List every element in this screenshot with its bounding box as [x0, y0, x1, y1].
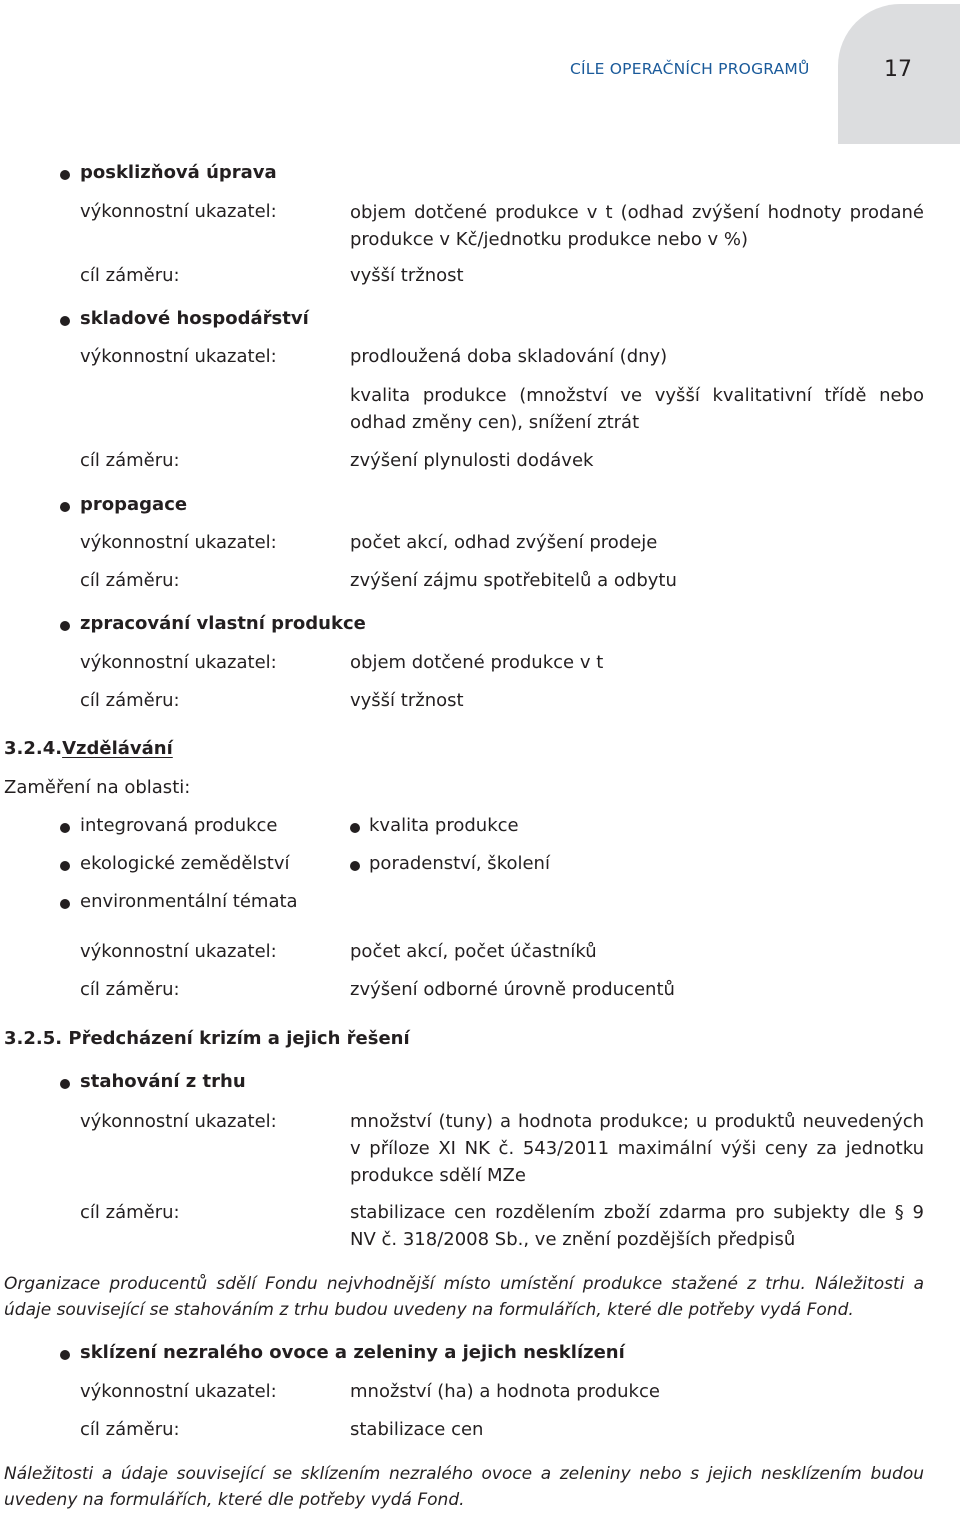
area-item: integrovaná produkce: [80, 815, 278, 836]
item-title-skladove: skladové hospodářství: [80, 308, 309, 329]
indicator-label: výkonnostní ukazatel:: [80, 201, 277, 222]
note-sklizeni: Náležitosti a údaje související se sklízením nezralého ovoce a zeleniny nebo s jejich nesklízením budou uvedeny na formulářích, které dle potřeby vydá Fond.: [4, 1464, 924, 1510]
indicator-label: výkonnostní ukazatel:: [80, 652, 277, 673]
area-item: environmentální témata: [80, 891, 298, 912]
indicator-value: množství (tuny) a hodnota produkce; u produktů neuvedených v příloze XI NK č. 543/2011 maximální výši ceny za jednotku produkce sdělí MZe: [350, 1111, 924, 1186]
item-title-posklizova: posklizňová úprava: [80, 162, 277, 183]
bullet-icon: [60, 621, 70, 631]
bullet-icon: [60, 861, 70, 871]
goal-label: cíl záměru:: [80, 1202, 180, 1223]
indicator-label: výkonnostní ukazatel:: [80, 1381, 277, 1402]
section-title: Vzdělávání: [62, 738, 173, 759]
item-title-sklizeni: sklízení nezralého ovoce a zeleniny a jejich nesklízení: [80, 1342, 625, 1363]
goal-label: cíl záměru:: [80, 570, 180, 591]
section-number: 3.2.5.: [4, 1028, 63, 1049]
goal-value: zvýšení zájmu spotřebitelů a odbytu: [350, 570, 677, 591]
section-heading-krize: [4, 1028, 410, 1049]
goal-label: cíl záměru:: [80, 450, 180, 471]
area-item: kvalita produkce: [369, 815, 519, 836]
goal-value: vyšší tržnost: [350, 690, 464, 711]
goal-value: stabilizace cen rozdělením zboží zdarma pro subjekty dle § 9 NV č. 318/2008 Sb., ve znění pozdějších předpisů: [350, 1202, 924, 1250]
item-title-stahovani: stahování z trhu: [80, 1071, 246, 1092]
section-number: 3.2.4.: [4, 738, 63, 759]
item-title-zpracovani: zpracování vlastní produkce: [80, 613, 366, 634]
indicator-label: výkonnostní ukazatel:: [80, 532, 277, 553]
note-stahovani: Organizace producentů sdělí Fondu nejvhodnější místo umístění produkce stažené z trhu. Náležitosti a údaje související se stahováním z trhu budou uvedeny na formulářích, které dle potřeby vydá Fond.: [4, 1274, 924, 1320]
bullet-icon: [60, 170, 70, 180]
indicator-label: výkonnostní ukazatel:: [80, 1111, 277, 1132]
bullet-icon: [60, 823, 70, 833]
indicator-value: kvalita produkce (množství ve vyšší kvalitativní třídě nebo odhad změny cen), snížení ztrát: [350, 385, 924, 433]
indicator-value: počet akcí, odhad zvýšení prodeje: [350, 532, 658, 553]
goal-value: stabilizace cen: [350, 1419, 484, 1440]
bullet-icon: [60, 502, 70, 512]
goal-label: cíl záměru:: [80, 979, 180, 1000]
page-number: 17: [884, 57, 912, 82]
indicator-value: množství (ha) a hodnota produkce: [350, 1381, 660, 1402]
goal-label: cíl záměru:: [80, 1419, 180, 1440]
item-title-propagace: propagace: [80, 494, 188, 515]
goal-value: zvýšení plynulosti dodávek: [350, 450, 594, 471]
section-title: Předcházení krizím a jejich řešení: [68, 1028, 410, 1049]
indicator-value: objem dotčené produkce v t (odhad zvýšení hodnoty prodané produkce v Kč/jednotku produkce nebo v %): [350, 202, 924, 250]
bullet-icon: [350, 823, 360, 833]
goal-label: cíl záměru:: [80, 265, 180, 286]
bullet-icon: [60, 1350, 70, 1360]
running-header: CÍLE OPERAČNÍCH PROGRAMŮ: [570, 60, 810, 78]
area-item: ekologické zemědělství: [80, 853, 290, 874]
bullet-icon: [350, 861, 360, 871]
bullet-icon: [60, 899, 70, 909]
bullet-icon: [60, 316, 70, 326]
bullet-icon: [60, 1079, 70, 1089]
focus-label: Zaměření na oblasti:: [4, 777, 191, 798]
goal-value: vyšší tržnost: [350, 265, 464, 286]
indicator-value: počet akcí, počet účastníků: [350, 941, 597, 962]
indicator-label: výkonnostní ukazatel:: [80, 941, 277, 962]
section-heading-vzdelavani: [4, 738, 173, 759]
indicator-value: objem dotčené produkce v t: [350, 652, 604, 673]
area-item: poradenství, školení: [369, 853, 550, 874]
goal-value: zvýšení odborné úrovně producentů: [350, 979, 675, 1000]
indicator-label: výkonnostní ukazatel:: [80, 346, 277, 367]
goal-label: cíl záměru:: [80, 690, 180, 711]
indicator-value: prodloužená doba skladování (dny): [350, 346, 668, 367]
